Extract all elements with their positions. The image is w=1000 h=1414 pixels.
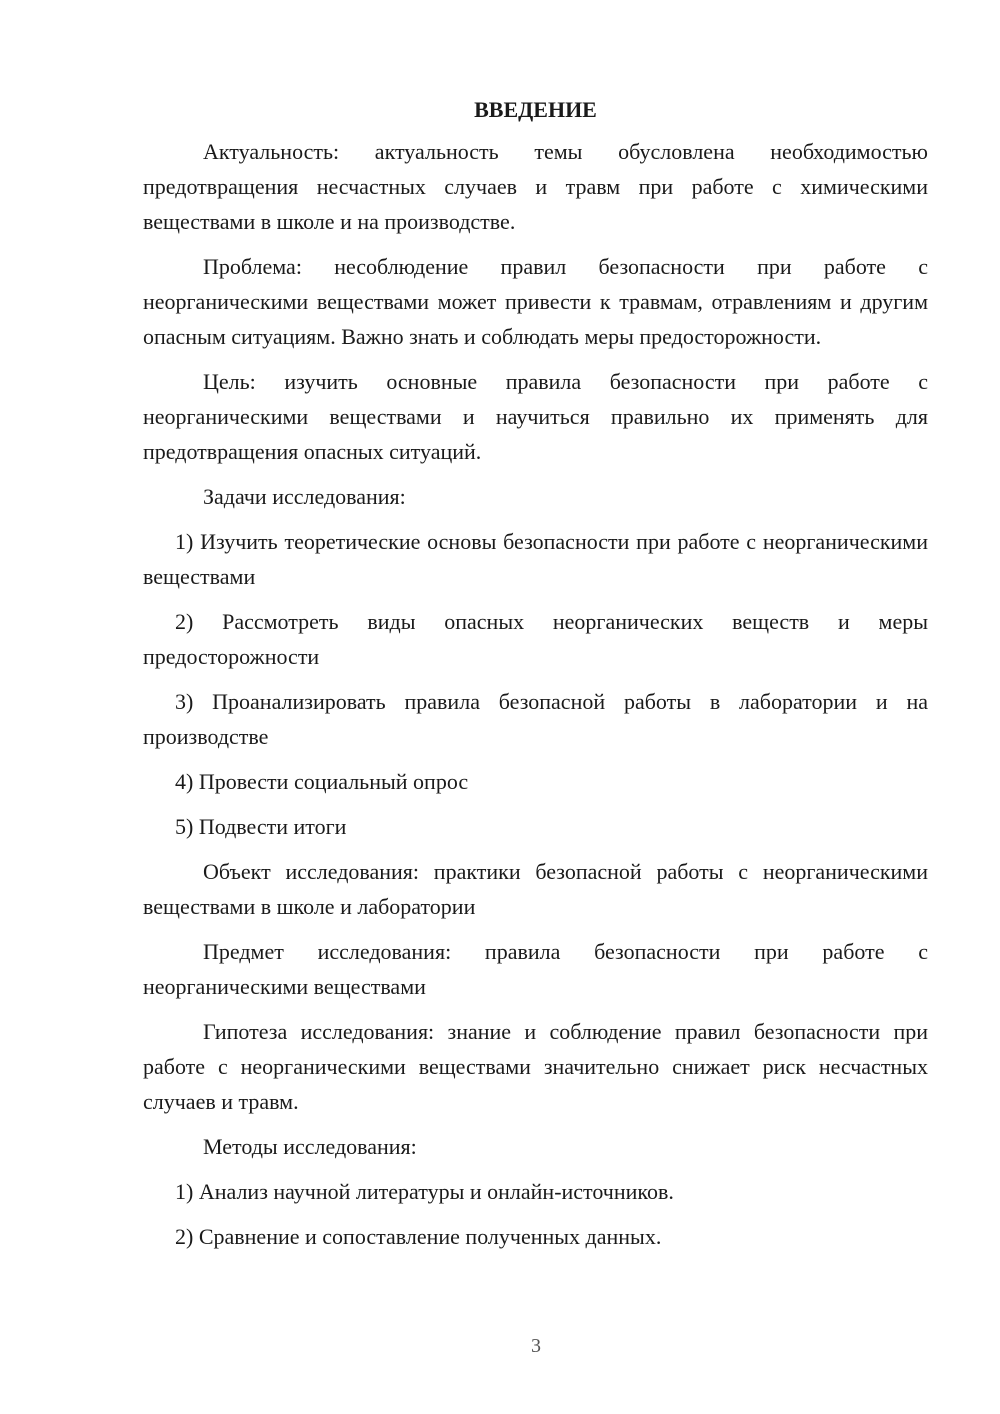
list-item: 5) Подвести итоги <box>175 814 347 839</box>
document-page <box>143 92 928 1264</box>
page-title: ВВЕДЕНИЕ <box>474 97 597 122</box>
hypothesis-paragraph: Гипотеза исследования: знание и соблюдение правил безопасности при работе с неорганическими веществами значительно снижает риск несчастных случаев и травм. <box>143 1019 928 1114</box>
problem-paragraph: Проблема: несоблюдение правил безопасности при работе с неорганическими веществами может привести к травмам, отравлениям и другим опасным ситуациям. Важно знать и соблюдать меры предосторожности. <box>143 254 928 349</box>
methods-list <box>143 1174 928 1254</box>
page-number: 3 <box>531 1335 541 1357</box>
methods-heading: Методы исследования: <box>203 1134 417 1159</box>
list-item: 1) Анализ научной литературы и онлайн-источников. <box>175 1179 674 1204</box>
list-item: 2) Сравнение и сопоставление полученных данных. <box>175 1224 662 1249</box>
subject-paragraph: Предмет исследования: правила безопасности при работе с неорганическими веществами <box>143 939 928 999</box>
list-item: 4) Провести социальный опрос <box>175 769 469 794</box>
list-item: 1) Изучить теоретические основы безопасности при работе с неорганическими веществами <box>143 529 928 589</box>
list-item: 2) Рассмотреть виды опасных неорганических веществ и меры предосторожности <box>143 609 928 669</box>
list-item: 3) Проанализировать правила безопасной работы в лаборатории и на производстве <box>143 689 928 749</box>
object-paragraph: Объект исследования: практики безопасной работы с неорганическими веществами в школе и лаборатории <box>143 859 928 919</box>
goal-paragraph: Цель: изучить основные правила безопасности при работе с неорганическими веществами и научиться правильно их применять для предотвращения опасных ситуаций. <box>143 369 928 464</box>
tasks-heading: Задачи исследования: <box>203 484 406 509</box>
relevance-paragraph: Актуальность: актуальность темы обусловлена необходимостью предотвращения несчастных случаев и травм при работе с химическими веществами в школе и на производстве. <box>143 139 928 234</box>
tasks-list <box>143 524 928 844</box>
